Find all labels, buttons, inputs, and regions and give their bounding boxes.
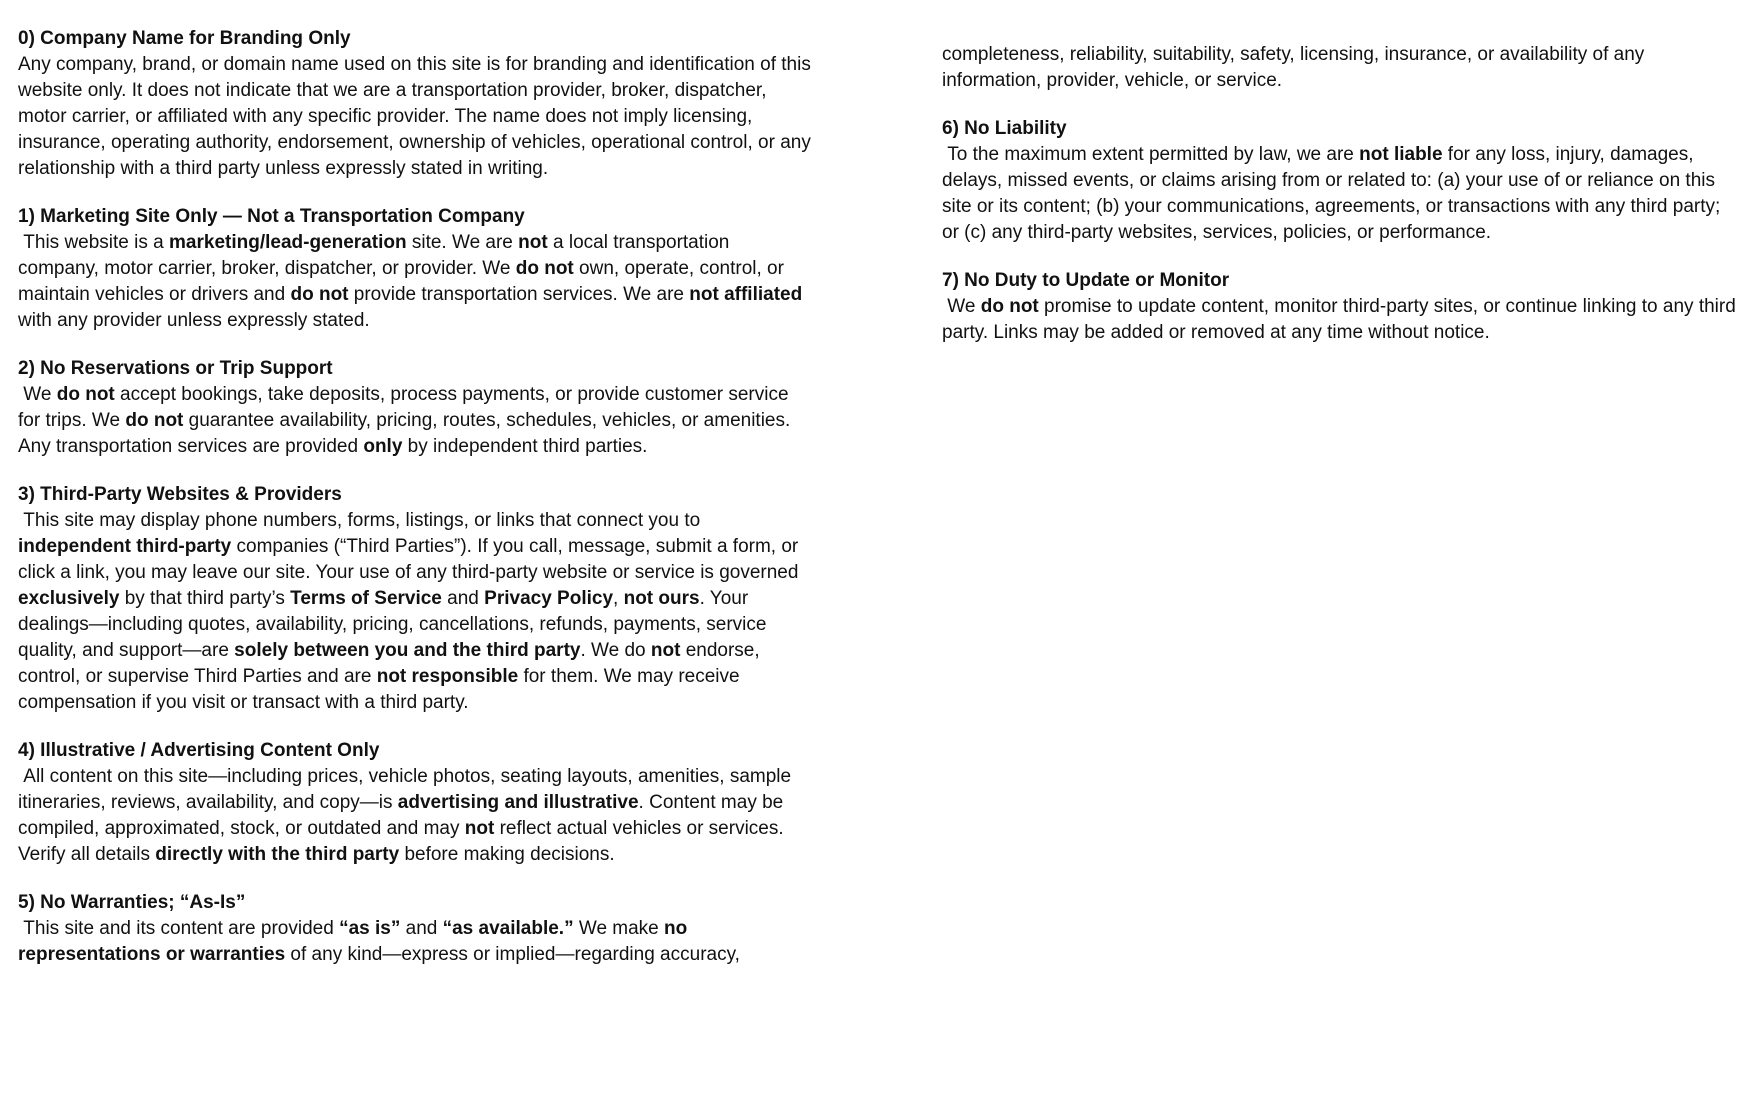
bold-run: “as is” <box>339 918 401 939</box>
section-0-heading: 0) Company Name for Branding Only <box>18 28 351 49</box>
bold-run: not ours <box>623 588 700 609</box>
bold-run: directly with the third party <box>155 844 400 865</box>
bold-run: no representations or warranties <box>18 918 693 965</box>
section-7-heading: 7) No Duty to Update or Monitor <box>942 270 1230 291</box>
bold-run: do not <box>125 410 184 431</box>
bold-run: not responsible <box>376 666 519 687</box>
bold-run: exclusively <box>18 588 120 609</box>
bold-run: marketing/lead-generation <box>169 232 407 253</box>
bold-run: Terms of Service <box>290 588 442 609</box>
section-2-heading: 2) No Reservations or Trip Support <box>18 358 333 379</box>
section-5-continued: completeness, reliability, suitability, safety, licensing, insurance, or availability of any information, provider, vehicle, or service. <box>942 44 1650 91</box>
section-0: 0) Company Name for Branding Only Any company, brand, or domain name used on this site is for branding and identification of this website only. It does not indicate that we are a transportation provider, broker, dispatcher, motor carrier, or affiliated with any specific provider. The name does not imply licensing, insurance, operating authority, endorsement, ownership of vehicles, operational control, or any relationship with a third party unless expressly stated in writing. <box>18 28 817 179</box>
bold-run: Privacy Policy <box>484 588 614 609</box>
column-left <box>18 26 817 1113</box>
bold-run: not affiliated <box>689 284 803 305</box>
section-5-heading: 5) No Warranties; “As-Is” <box>18 892 246 913</box>
section-4-heading: 4) Illustrative / Advertising Content Only <box>18 740 380 761</box>
column-right <box>942 42 1742 1113</box>
section-2: 2) No Reservations or Trip Support We do not accept bookings, take deposits, process payments, or provide customer service for trips. We do not guarantee availability, pricing, routes, schedules, vehicles, or amenities. Any transportation services are provided only by independent third parties. <box>18 358 795 457</box>
bold-run: do not <box>980 296 1039 317</box>
section-3: 3) Third-Party Websites & Providers This site may display phone numbers, forms, listings, or links that connect you to independent third-party companies (“Third Parties”). If you call, message, submit a form, or click a link, you may leave our site. Your use of any third-party website or service is governed exclusively by that third party’s Terms of Service and Privacy Policy, not ours. Your dealings—including quotes, availability, pricing, cancellations, refunds, payments, service quality, and support—are solely between you and the third party. We do not endorse, control, or supervise Third Parties and are not responsible for them. We may receive compensation if you visit or transact with a third party. <box>18 484 804 713</box>
section-1-heading: 1) Marketing Site Only — Not a Transportation Company <box>18 206 525 227</box>
bold-run: do not <box>515 258 574 279</box>
section-5: 5) No Warranties; “As-Is” This site and its content are provided “as is” and “as available.” We make no representations or warranties of any kind—express or implied—regarding accuracy, <box>18 892 740 965</box>
section-4: 4) Illustrative / Advertising Content Only All content on this site—including prices, vehicle photos, seating layouts, amenities, sample itineraries, reviews, availability, and copy—is advertising and illustrative. Content may be compiled, approximated, stock, or outdated and may not reflect actual vehicles or services. Verify all details directly with the third party before making decisions. <box>18 740 797 865</box>
bold-run: independent third-party <box>18 536 232 557</box>
section-7: 7) No Duty to Update or Monitor We do not promise to update content, monitor third-party sites, or continue linking to any third party. Links may be added or removed at any time without notice. <box>942 270 1742 343</box>
section-6-heading: 6) No Liability <box>942 118 1067 139</box>
bold-run: solely between you and the third party <box>234 640 581 661</box>
bold-run: “as available.” <box>442 918 574 939</box>
bold-run: only <box>363 436 403 457</box>
bold-run: not <box>650 640 681 661</box>
section-1: 1) Marketing Site Only — Not a Transportation Company This website is a marketing/lead-generation site. We are not a local transportation company, motor carrier, broker, dispatcher, or provider. We do not own, operate, control, or maintain vehicles or drivers and do not provide transportation services. We are not affiliated with any provider unless expressly stated. <box>18 206 808 331</box>
bold-run: not <box>518 232 548 253</box>
bold-run: not liable <box>1359 144 1443 165</box>
section-3-heading: 3) Third-Party Websites & Providers <box>18 484 342 505</box>
bold-run: not <box>464 818 495 839</box>
bold-run: do not <box>56 384 115 405</box>
bold-run: advertising and illustrative <box>397 792 639 813</box>
bold-run: do not <box>290 284 349 305</box>
section-6: 6) No Liability To the maximum extent permitted by law, we are not liable for any loss, injury, damages, delays, missed events, or claims arising from or related to: (a) your use of or reliance on this site or its content; (b) your communications, agreements, or transactions with any third party; or (c) any third-party websites, services, policies, or performance. <box>942 118 1726 243</box>
